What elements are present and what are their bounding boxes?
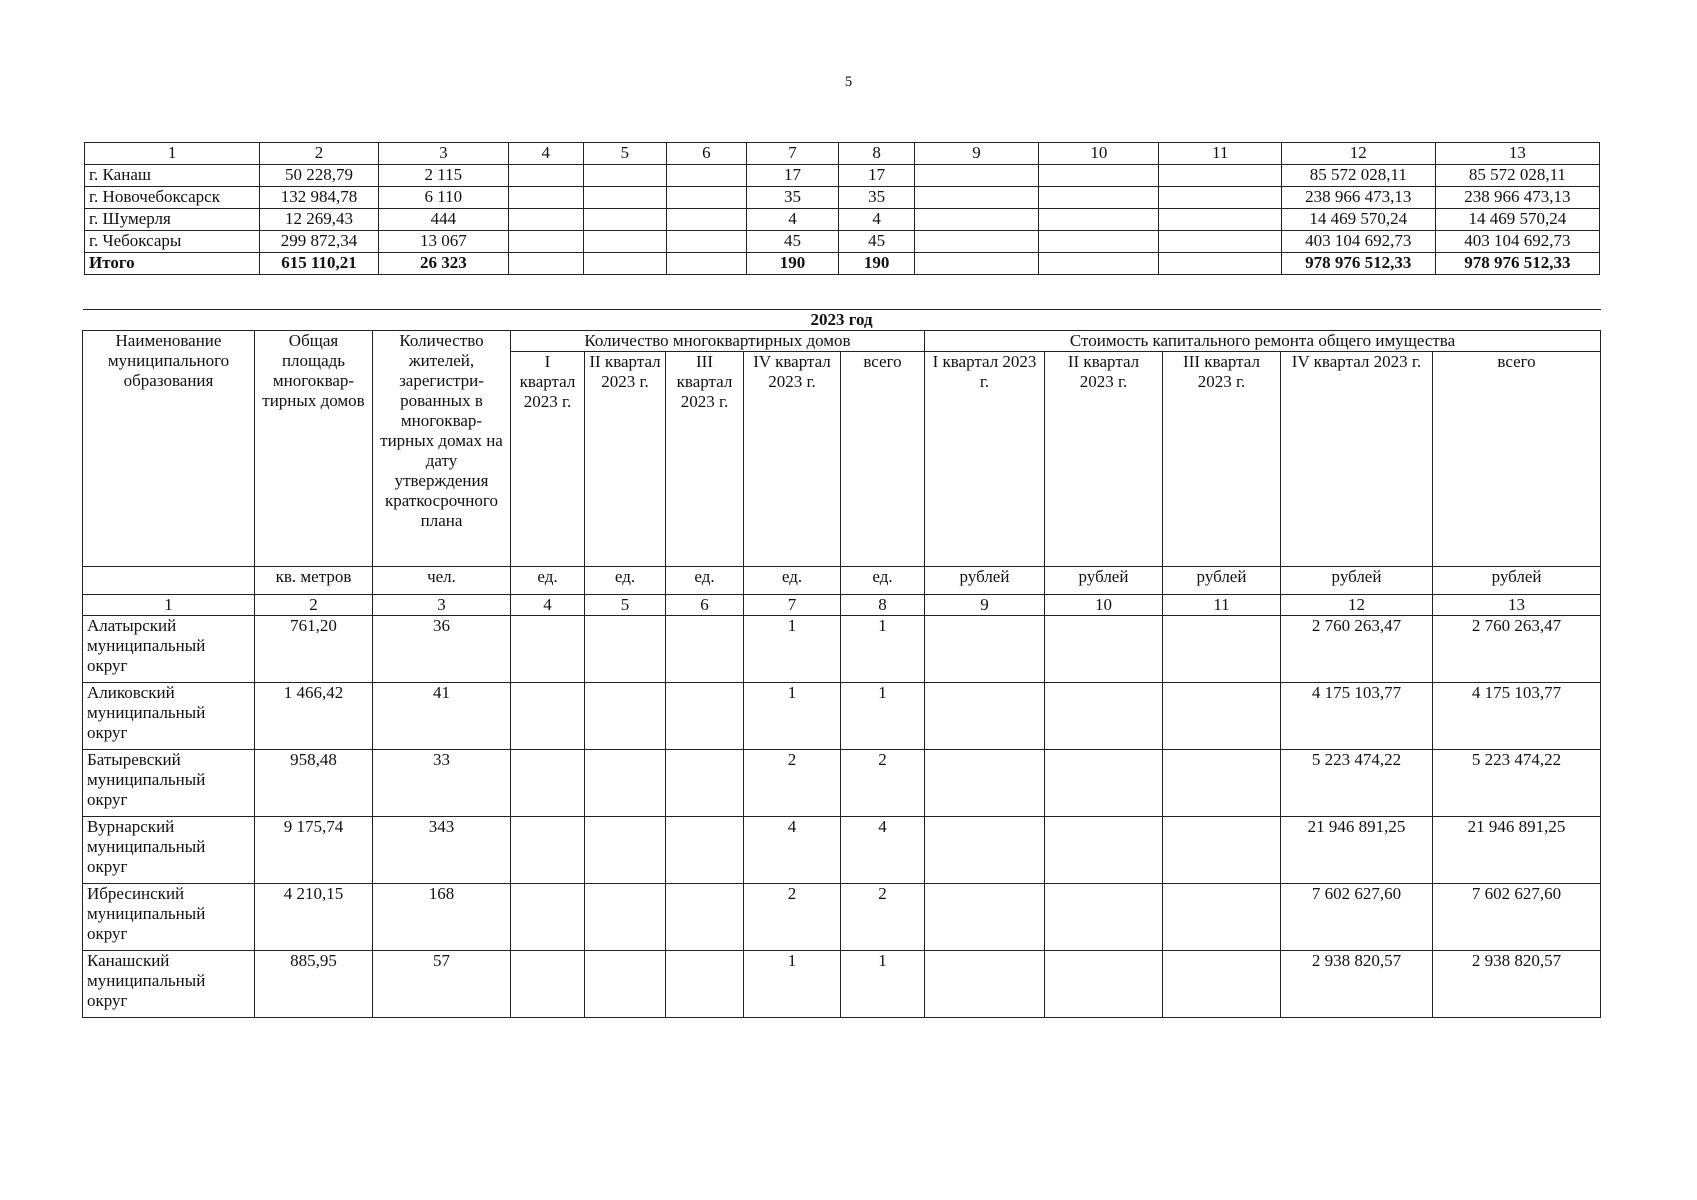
page-number: 5	[844, 74, 853, 90]
total-row	[85, 253, 1600, 275]
row-area: 958,48	[255, 750, 373, 817]
row-name: г. Чебоксары	[85, 231, 260, 253]
row-area: 1 466,42	[255, 683, 373, 750]
row-total: 35	[839, 187, 914, 209]
table-row	[85, 209, 1600, 231]
col-number: 1	[83, 595, 255, 616]
row-cost-total: 21 946 891,25	[1433, 817, 1601, 884]
header-cost-group: Стоимость капитального ремонта общего имущества	[925, 331, 1601, 352]
unit: рублей	[1433, 567, 1601, 595]
col-number: 10	[1045, 595, 1163, 616]
col-number: 8	[841, 595, 925, 616]
row-total: 2	[841, 884, 925, 951]
col-number: 7	[746, 143, 839, 165]
row-q4: 1	[744, 683, 841, 750]
total-total: 190	[839, 253, 914, 275]
row-cost-total: 7 602 627,60	[1433, 884, 1601, 951]
col-number: 10	[1039, 143, 1159, 165]
row-cost-total: 85 572 028,11	[1435, 165, 1599, 187]
row-total: 17	[839, 165, 914, 187]
row-residents: 57	[373, 951, 511, 1018]
total-q4: 190	[746, 253, 839, 275]
col-number: 2	[255, 595, 373, 616]
row-name: Ибресинский муниципальный округ	[83, 884, 255, 951]
units-row	[83, 567, 1601, 595]
row-cost-total: 2 760 263,47	[1433, 616, 1601, 683]
row-residents: 36	[373, 616, 511, 683]
unit: ед.	[666, 567, 744, 595]
row-residents: 41	[373, 683, 511, 750]
row-q4: 1	[744, 616, 841, 683]
header-houses-group: Количество многоквартирных домов	[511, 331, 925, 352]
row-q4: 4	[746, 209, 839, 231]
table-row	[83, 616, 1601, 683]
row-residents: 343	[373, 817, 511, 884]
col-number-row	[83, 595, 1601, 616]
header-cost-q4: IV квартал 2023 г.	[1281, 352, 1433, 567]
year-row	[83, 310, 1601, 331]
row-residents: 2 115	[378, 165, 508, 187]
col-number: 3	[373, 595, 511, 616]
row-residents: 33	[373, 750, 511, 817]
total-label: Итого	[85, 253, 260, 275]
table-row	[83, 683, 1601, 750]
row-cost-q4: 5 223 474,22	[1281, 750, 1433, 817]
header-houses-total: всего	[841, 352, 925, 567]
header-row	[83, 331, 1601, 352]
col-number: 4	[511, 595, 585, 616]
total-residents: 26 323	[378, 253, 508, 275]
header-cost-total: всего	[1433, 352, 1601, 567]
row-q4: 2	[744, 750, 841, 817]
unit: ед.	[744, 567, 841, 595]
row-q4: 45	[746, 231, 839, 253]
col-number: 5	[583, 143, 667, 165]
row-area: 299 872,34	[260, 231, 378, 253]
row-total: 1	[841, 683, 925, 750]
unit: ед.	[585, 567, 666, 595]
col-number: 5	[585, 595, 666, 616]
header-residents: Количество жителей, зарегистри-рованных в многоквар-тирных домах на дату утверждения краткосрочного плана	[373, 331, 511, 567]
row-name: г. Канаш	[85, 165, 260, 187]
row-cost-total: 14 469 570,24	[1435, 209, 1599, 231]
row-residents: 444	[378, 209, 508, 231]
header-houses-q1: I квартал 2023 г.	[511, 352, 585, 567]
row-area: 761,20	[255, 616, 373, 683]
table-row	[83, 951, 1601, 1018]
row-cost-total: 403 104 692,73	[1435, 231, 1599, 253]
row-residents: 168	[373, 884, 511, 951]
header-area: Общая площадь многоквар-тирных домов	[255, 331, 373, 567]
row-cost-total: 5 223 474,22	[1433, 750, 1601, 817]
unit: рублей	[1163, 567, 1281, 595]
row-cost-q4: 238 966 473,13	[1281, 187, 1435, 209]
row-q4: 17	[746, 165, 839, 187]
col-number: 6	[666, 595, 744, 616]
row-residents: 13 067	[378, 231, 508, 253]
unit: ед.	[511, 567, 585, 595]
col-number: 13	[1433, 595, 1601, 616]
row-name: Вурнарский муниципальный округ	[83, 817, 255, 884]
header-cost-q2: II квартал 2023 г.	[1045, 352, 1163, 567]
row-cost-q4: 85 572 028,11	[1281, 165, 1435, 187]
row-total: 45	[839, 231, 914, 253]
row-cost-q4: 403 104 692,73	[1281, 231, 1435, 253]
table-row	[83, 817, 1601, 884]
unit: чел.	[373, 567, 511, 595]
col-number: 9	[925, 595, 1045, 616]
row-q4: 4	[744, 817, 841, 884]
row-q4: 1	[744, 951, 841, 1018]
total-cost-q4: 978 976 512,33	[1281, 253, 1435, 275]
header-cost-q1: I квартал 2023 г.	[925, 352, 1045, 567]
header-name: Наименование муниципального образования	[83, 331, 255, 567]
row-cost-total: 4 175 103,77	[1433, 683, 1601, 750]
col-number: 3	[378, 143, 508, 165]
col-number: 11	[1163, 595, 1281, 616]
col-number: 12	[1281, 143, 1435, 165]
col-number: 11	[1159, 143, 1281, 165]
row-area: 4 210,15	[255, 884, 373, 951]
header-houses-q4: IV квартал 2023 г.	[744, 352, 841, 567]
row-area: 885,95	[255, 951, 373, 1018]
col-number: 1	[85, 143, 260, 165]
row-area: 9 175,74	[255, 817, 373, 884]
row-cost-q4: 2 760 263,47	[1281, 616, 1433, 683]
row-name: Батыревский муниципальный округ	[83, 750, 255, 817]
header-houses-q3: III квартал 2023 г.	[666, 352, 744, 567]
table-row	[85, 231, 1600, 253]
col-number: 8	[839, 143, 914, 165]
unit: рублей	[1045, 567, 1163, 595]
col-number-row	[85, 143, 1600, 165]
table-row	[85, 165, 1600, 187]
row-total: 1	[841, 951, 925, 1018]
col-number: 7	[744, 595, 841, 616]
row-q4: 35	[746, 187, 839, 209]
row-cost-total: 238 966 473,13	[1435, 187, 1599, 209]
row-residents: 6 110	[378, 187, 508, 209]
row-name: Канашский муниципальный округ	[83, 951, 255, 1018]
table-row	[83, 884, 1601, 951]
row-total: 2	[841, 750, 925, 817]
row-name: Аликовский муниципальный округ	[83, 683, 255, 750]
table-row	[83, 750, 1601, 817]
row-total: 4	[839, 209, 914, 231]
row-name: Алатырский муниципальный округ	[83, 616, 255, 683]
header-houses-q2: II квартал 2023 г.	[585, 352, 666, 567]
row-name: г. Новочебоксарск	[85, 187, 260, 209]
year-title: 2023 год	[83, 310, 1601, 331]
table-row	[85, 187, 1600, 209]
total-cost-total: 978 976 512,33	[1435, 253, 1599, 275]
row-name: г. Шумерля	[85, 209, 260, 231]
row-area: 12 269,43	[260, 209, 378, 231]
unit: рублей	[925, 567, 1045, 595]
top-table	[84, 142, 1600, 275]
unit: рублей	[1281, 567, 1433, 595]
row-total: 4	[841, 817, 925, 884]
col-number: 12	[1281, 595, 1433, 616]
unit: ед.	[841, 567, 925, 595]
header-cost-q3: III квартал 2023 г.	[1163, 352, 1281, 567]
row-cost-q4: 7 602 627,60	[1281, 884, 1433, 951]
row-cost-total: 2 938 820,57	[1433, 951, 1601, 1018]
col-number: 4	[509, 143, 583, 165]
unit: кв. метров	[255, 567, 373, 595]
main-table	[82, 309, 1601, 1018]
col-number: 6	[667, 143, 747, 165]
col-number: 2	[260, 143, 378, 165]
row-cost-q4: 2 938 820,57	[1281, 951, 1433, 1018]
row-area: 50 228,79	[260, 165, 378, 187]
col-number: 13	[1435, 143, 1599, 165]
total-area: 615 110,21	[260, 253, 378, 275]
row-cost-q4: 14 469 570,24	[1281, 209, 1435, 231]
col-number: 9	[914, 143, 1038, 165]
row-total: 1	[841, 616, 925, 683]
row-cost-q4: 4 175 103,77	[1281, 683, 1433, 750]
row-q4: 2	[744, 884, 841, 951]
row-area: 132 984,78	[260, 187, 378, 209]
row-cost-q4: 21 946 891,25	[1281, 817, 1433, 884]
